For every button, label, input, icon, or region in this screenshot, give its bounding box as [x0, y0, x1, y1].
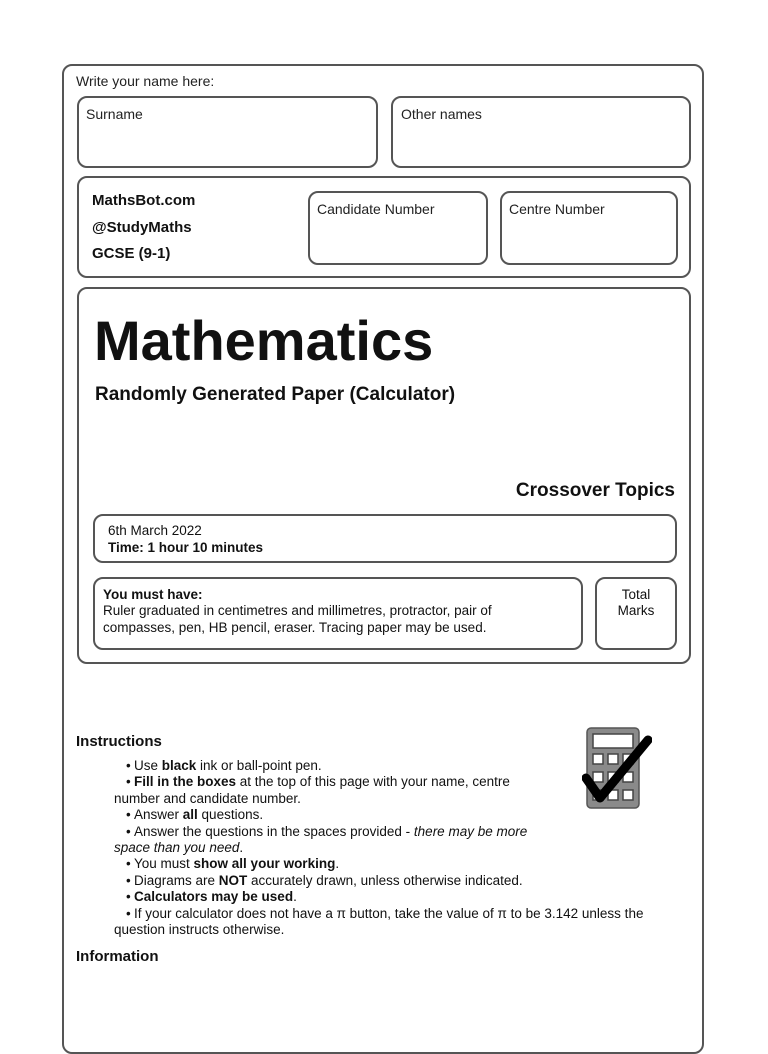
instruction-item-cont: space than you need.	[114, 840, 244, 856]
instruction-item: • Fill in the boxes at the top of this page with your name, centre	[126, 774, 510, 790]
paper-topic: Crossover Topics	[515, 480, 675, 501]
brand-handle: @StudyMaths	[92, 219, 192, 236]
instructions-heading: Instructions	[76, 733, 162, 750]
instruction-item: • If your calculator does not have a π button, take the value of π to be 3.142 unless the	[126, 905, 644, 921]
calculator-check-icon	[582, 726, 652, 812]
surname-box[interactable]	[77, 96, 378, 168]
instruction-item: • Use black ink or ball-point pen.	[126, 758, 322, 773]
must-have-line-1: Ruler graduated in centimetres and millimetres, protractor, pair of	[103, 603, 492, 618]
must-have-box	[93, 577, 583, 650]
date-time-box	[93, 514, 677, 563]
centre-number-box[interactable]	[500, 191, 678, 265]
page-title: Mathematics	[94, 309, 434, 372]
candidate-info-panel	[77, 176, 691, 278]
must-have-heading: You must have:	[103, 587, 203, 602]
must-have-line-2: compasses, pen, HB pencil, eraser. Tracing paper may be used.	[103, 620, 487, 635]
instruction-item: • Calculators may be used.	[126, 889, 297, 905]
other-names-box[interactable]	[391, 96, 691, 168]
brand-site: MathsBot.com	[92, 192, 196, 209]
write-name-label: Write your name here:	[76, 73, 215, 89]
paper-subtitle: Randomly Generated Paper (Calculator)	[95, 384, 456, 405]
instruction-item: • Answer all questions.	[126, 807, 264, 823]
information-heading: Information	[76, 948, 159, 965]
instruction-item: • Diagrams are NOT accurately drawn, unless otherwise indicated.	[126, 872, 523, 888]
instruction-item: • Answer the questions in the spaces provided - there may be more	[126, 823, 528, 839]
surname-label: Surname	[86, 106, 143, 122]
centre-number-label: Centre Number	[509, 201, 605, 217]
candidate-number-box[interactable]	[308, 191, 488, 265]
paper-date: 6th March 2022	[108, 523, 202, 538]
candidate-number-label: Candidate Number	[317, 201, 435, 217]
total-marks-line-2: Marks	[617, 603, 655, 618]
total-marks-line-1: Total	[621, 587, 651, 602]
instruction-item-cont: number and candidate number.	[114, 790, 301, 806]
paper-details-panel	[77, 287, 691, 664]
brand-qualification: GCSE (9-1)	[92, 245, 171, 262]
other-names-label: Other names	[401, 106, 482, 122]
total-marks-box[interactable]	[595, 577, 677, 650]
instruction-item: • You must show all your working.	[126, 856, 340, 872]
instruction-item-cont: question instructs otherwise.	[114, 922, 285, 938]
paper-time: Time: 1 hour 10 minutes	[108, 540, 264, 555]
